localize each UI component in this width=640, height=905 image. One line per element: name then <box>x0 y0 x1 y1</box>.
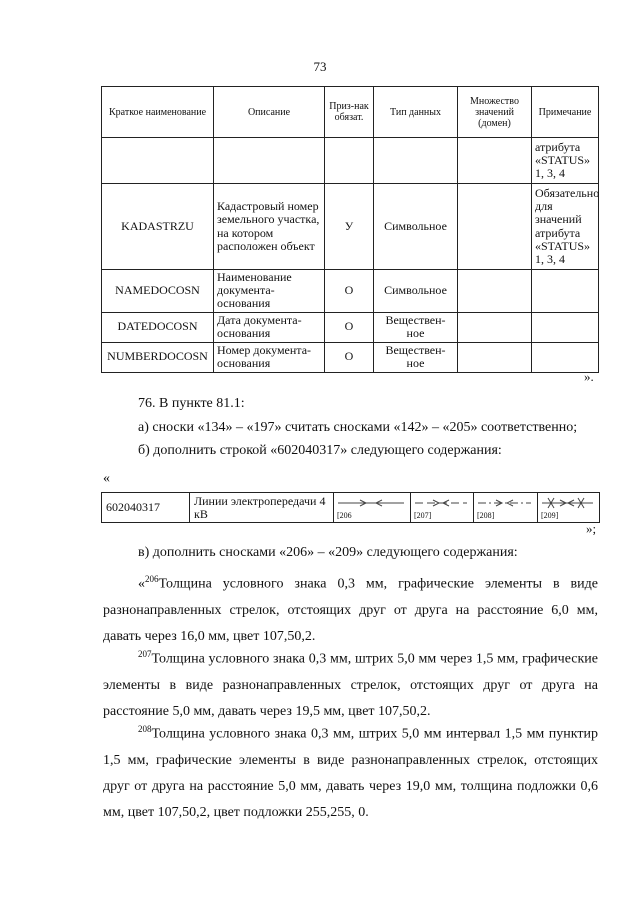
page-number: 73 <box>313 59 327 74</box>
cell-note <box>532 342 599 372</box>
cell-name: NUMBERDOCOSN <box>102 342 214 372</box>
symbol-cell-207 <box>411 493 474 523</box>
double-arrow-line-icon <box>336 496 406 510</box>
table-row <box>102 184 599 270</box>
cell-name: DATEDOCOSN <box>102 312 214 342</box>
symbol-table <box>101 492 600 523</box>
header-type: Тип данных <box>374 87 458 138</box>
cell-required: О <box>325 312 374 342</box>
cell-note: атрибута «STATUS» 1, 3, 4 <box>532 138 599 184</box>
cell-domain <box>458 184 532 270</box>
cell-required: О <box>325 270 374 313</box>
header-required: Приз-нак обязат. <box>325 87 374 138</box>
dashed-arrow-line-icon <box>413 496 469 510</box>
footnote-number: 207 <box>138 649 152 659</box>
cell-name <box>102 138 214 184</box>
footnote-text: Толщина условного знака 0,3 мм, штрих 5,0 мм интервал 1,5 мм пунктир 1,5 мм, графические элементы в виде разнонаправленных стрелок, отстоящих друг от друга на расстояние 5,0 мм, давать через 19,0 мм, толщина подложки 0,6 мм, цвет 107,50,2, цвет подложки 255,255, 0. <box>103 726 598 820</box>
cell-required: О <box>325 342 374 372</box>
cell-name: KADASTRZU <box>102 184 214 270</box>
cell-type <box>374 138 458 184</box>
footnote-206 <box>103 566 598 650</box>
paragraph-b: б) дополнить строкой «602040317» следующего содержания: <box>138 443 502 458</box>
cell-note: Обязательно для значений атрибута «STATUS» 1, 3, 4 <box>532 184 599 270</box>
paragraph-a: а) сноски «134» – «197» считать сносками «142» – «205» соответственно; <box>138 420 578 435</box>
footnote-number: 206 <box>145 574 159 584</box>
symbol-label: [208] <box>477 511 495 520</box>
header-description: Описание <box>214 87 325 138</box>
cell-domain <box>458 270 532 313</box>
symbol-cell-206 <box>334 493 411 523</box>
cell-domain <box>458 342 532 372</box>
paragraph-76: 76. В пункте 81.1: <box>138 396 245 411</box>
dash-dot-arrow-line-icon <box>476 496 533 510</box>
cell-required: У <box>325 184 374 270</box>
cell-domain <box>458 138 532 184</box>
footnote-text: Толщина условного знака 0,3 мм, графические элементы в виде разнонаправленных стрелок, отстоящих друг от друга на расстояние 6,0 мм, давать через 16,0 мм, цвет 107,50,2. <box>103 576 598 644</box>
table-row <box>102 493 600 523</box>
cell-note <box>532 270 599 313</box>
table-row <box>102 138 599 184</box>
cell-description: Кадастровый номер земельного участка, на котором расположен объект <box>214 184 325 270</box>
table-row <box>102 270 599 313</box>
table-row <box>102 342 599 372</box>
cell-type: Символьное <box>374 184 458 270</box>
cell-description: Дата документа-основания <box>214 312 325 342</box>
cell-note <box>532 312 599 342</box>
cell-type: Символьное <box>374 270 458 313</box>
footnote-open-quote: « <box>138 576 145 592</box>
symbol-label: [206 <box>337 511 352 520</box>
footnote-207 <box>103 641 598 725</box>
symbol-name: Линии электропередачи 4 кВ <box>190 493 334 523</box>
footnote-text: Толщина условного знака 0,3 мм, штрих 5,0 мм через 1,5 мм, графические элементы в виде разнонаправленных стрелок, отстоящих друг от друга на расстояние 5,0 мм, давать через 19,5 мм, цвет 107,50,2. <box>103 651 598 719</box>
header-name: Краткое наименование <box>102 87 214 138</box>
symbol-label: [207] <box>414 511 432 520</box>
symbol-cell-209 <box>538 493 600 523</box>
cell-description <box>214 138 325 184</box>
symbol-close-quote: »; <box>586 521 597 536</box>
footnote-208 <box>103 716 598 826</box>
footnote-number: 208 <box>138 724 152 734</box>
cell-name: NAMEDOCOSN <box>102 270 214 313</box>
symbol-label: [209] <box>541 511 559 520</box>
attributes-table <box>101 86 599 373</box>
cell-description: Номер документа-основания <box>214 342 325 372</box>
symbol-cell-208 <box>474 493 538 523</box>
table-row <box>102 312 599 342</box>
open-quote: « <box>103 471 110 486</box>
paragraph-v: в) дополнить сносками «206» – «209» следующего содержания: <box>138 545 518 560</box>
header-note: Примечание <box>532 87 599 138</box>
crossed-arrow-line-icon <box>540 496 595 510</box>
cell-domain <box>458 312 532 342</box>
cell-description: Наименование документа-основания <box>214 270 325 313</box>
header-domain: Множество значений (домен) <box>458 87 532 138</box>
cell-required <box>325 138 374 184</box>
table-close-quote: ». <box>584 369 594 384</box>
table-header-row <box>102 87 599 138</box>
cell-type: Веществен-ное <box>374 342 458 372</box>
cell-type: Веществен-ное <box>374 312 458 342</box>
symbol-code: 602040317 <box>102 493 190 523</box>
